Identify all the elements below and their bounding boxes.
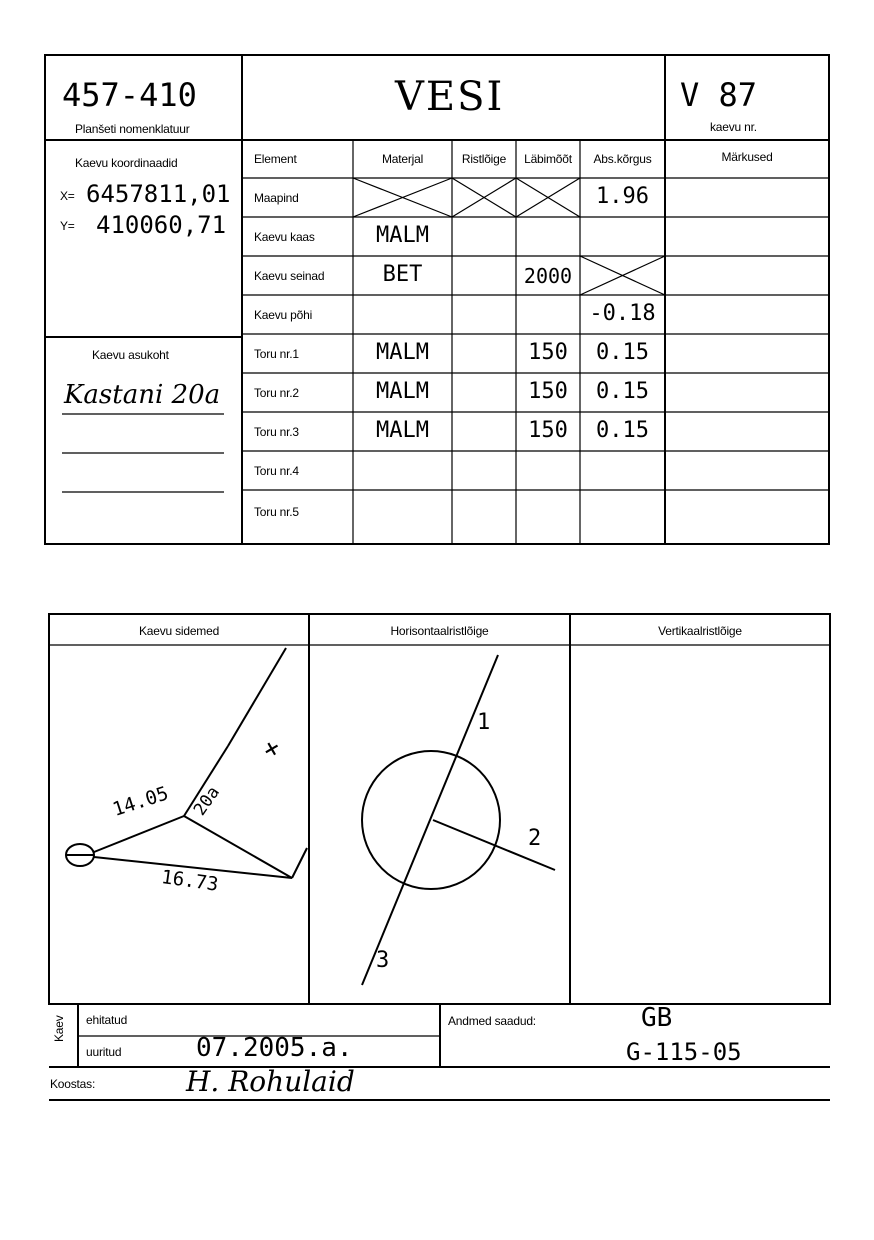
row-element: Toru nr.3 (254, 425, 299, 439)
data-received-value-1: GB (641, 1003, 673, 1033)
row-element: Kaevu põhi (254, 308, 313, 322)
cross-mark: + (257, 732, 287, 766)
row-element: Maapind (254, 191, 299, 205)
sidemed-header: Kaevu sidemed (138, 624, 220, 638)
location-value: Kastani 20a (64, 380, 221, 410)
row-element: Toru nr.4 (254, 464, 299, 478)
coordinates-label: Kaevu koordinaadid (75, 156, 178, 170)
distance-label-1: 14.05 (110, 782, 172, 821)
x-coordinate-value: 6457811,01 (86, 180, 231, 208)
row-height: 0.15 (596, 418, 649, 443)
surveyed-label: uuritud (86, 1045, 122, 1059)
col-header-element: Element (254, 152, 297, 166)
row-element: Kaevu seinad (254, 269, 325, 283)
surveyed-value: 07.2005.a. (196, 1033, 353, 1063)
row-height: 0.15 (596, 340, 649, 365)
row-element: Kaevu kaas (254, 230, 315, 244)
row-height: 1.96 (596, 184, 649, 209)
row-element: Toru nr.5 (254, 505, 299, 519)
horizontal-section-header: Horisontaalristlõige (390, 624, 489, 638)
plansheet-label: Planšeti nomenklatuur (75, 122, 190, 136)
y-coordinate-value: 410060,71 (96, 211, 227, 239)
data-received-value-2: G-115-05 (626, 1038, 742, 1066)
row-diameter: 150 (528, 340, 568, 365)
col-header-diameter: Läbimõõt (524, 152, 572, 166)
row-material: MALM (376, 418, 429, 443)
row-element: Toru nr.2 (254, 386, 299, 400)
well-number-value: V 87 (680, 76, 758, 114)
distance-label-2: 16.73 (159, 866, 220, 896)
footer-side-label: Kaev (52, 1015, 66, 1042)
row-diameter: 2000 (523, 264, 573, 288)
row-diameter: 150 (528, 418, 568, 443)
row-material: MALM (376, 223, 429, 248)
built-label: ehitatud (86, 1013, 128, 1027)
page-title: VESI (395, 74, 505, 120)
pipe-3-label: 3 (376, 948, 390, 973)
row-height: -0.18 (589, 301, 656, 326)
row-diameter: 150 (528, 379, 568, 404)
plansheet-value: 457-410 (62, 76, 197, 114)
col-header-material: Materjal (381, 152, 424, 166)
x-prefix: X= (60, 189, 75, 203)
vertical-section-header: Vertikaalristlõige (658, 624, 742, 638)
col-header-height: Abs.kõrgus (593, 152, 652, 166)
author-label: Koostas: (50, 1077, 96, 1091)
pipe-2-label: 2 (528, 826, 542, 851)
row-material: MALM (376, 340, 429, 365)
row-height: 0.15 (596, 379, 649, 404)
row-material: MALM (376, 379, 429, 404)
col-header-section: Ristlõige (461, 152, 507, 166)
pipe-1-label: 1 (477, 710, 491, 735)
well-number-label: kaevu nr. (710, 120, 757, 134)
col-header-remarks: Märkused (721, 150, 773, 164)
row-material: BET (382, 262, 423, 287)
author-value: H. Rohulaid (186, 1065, 355, 1098)
row-element: Toru nr.1 (254, 347, 299, 361)
y-prefix: Y= (60, 219, 75, 233)
house-number-label: 20a (190, 782, 225, 820)
location-label: Kaevu asukoht (92, 348, 169, 362)
horizontal-section-sketch (362, 655, 555, 985)
data-received-label: Andmed saadud: (448, 1014, 536, 1028)
